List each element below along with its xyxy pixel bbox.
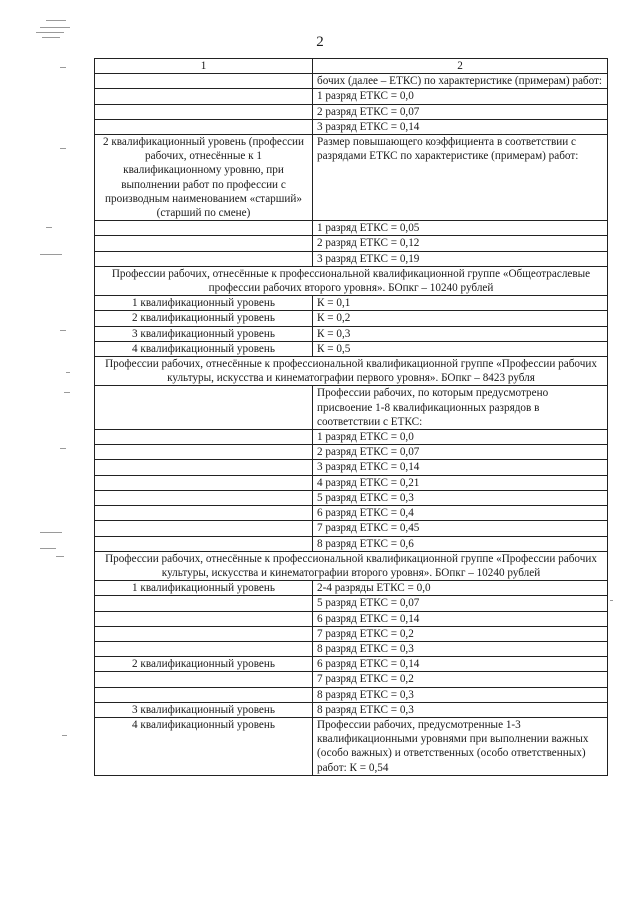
qualification-level-cell: 1 квалификационный уровень bbox=[95, 296, 313, 311]
qualification-level-cell bbox=[95, 445, 313, 460]
coefficient-cell: 6 разряд ЕТКС = 0,14 bbox=[313, 657, 608, 672]
table-row bbox=[95, 89, 608, 104]
table-row bbox=[95, 641, 608, 656]
coefficient-cell: 2-4 разряды ЕТКС = 0,0 bbox=[313, 581, 608, 596]
group-heading: Профессии рабочих, отнесённые к профессиональной квалификационной группе «Профессии рабочих культуры, искусства и кинематографии второго уровня». БОпкг – 10240 рублей bbox=[95, 551, 608, 580]
coefficient-cell: 2 разряд ЕТКС = 0,12 bbox=[313, 236, 608, 251]
coefficient-cell: К = 0,5 bbox=[313, 341, 608, 356]
qualification-level-cell: 2 квалификационный уровень (профессии рабочих, отнесённые к 1 квалификационному уровню, при выполнении работ по профессии с производным наименованием «старший» (старший по смене) bbox=[95, 135, 313, 221]
table-row bbox=[95, 341, 608, 356]
qualification-level-cell: 2 квалификационный уровень bbox=[95, 311, 313, 326]
table-row bbox=[95, 657, 608, 672]
qualification-level-cell: 1 квалификационный уровень bbox=[95, 581, 313, 596]
coefficient-cell: 7 разряд ЕТКС = 0,2 bbox=[313, 626, 608, 641]
table-row bbox=[95, 445, 608, 460]
coefficient-cell: 1 разряд ЕТКС = 0,0 bbox=[313, 89, 608, 104]
table-row bbox=[95, 236, 608, 251]
coefficient-cell: Размер повышающего коэффициента в соответствии с разрядами ЕТКС по характеристике (примерам) работ: bbox=[313, 135, 608, 221]
qualification-level-cell bbox=[95, 119, 313, 134]
qualification-level-cell: 2 квалификационный уровень bbox=[95, 657, 313, 672]
table-row bbox=[95, 506, 608, 521]
qualification-level-cell bbox=[95, 506, 313, 521]
coefficient-cell: К = 0,2 bbox=[313, 311, 608, 326]
qualification-level-cell bbox=[95, 74, 313, 89]
coefficient-cell: 5 разряд ЕТКС = 0,3 bbox=[313, 490, 608, 505]
table-row bbox=[95, 672, 608, 687]
coefficient-cell: 1 разряд ЕТКС = 0,0 bbox=[313, 430, 608, 445]
qualification-level-cell bbox=[95, 104, 313, 119]
coefficient-cell: К = 0,1 bbox=[313, 296, 608, 311]
coefficient-cell: 8 разряд ЕТКС = 0,3 bbox=[313, 702, 608, 717]
qualification-level-cell bbox=[95, 236, 313, 251]
coefficient-cell: 4 разряд ЕТКС = 0,21 bbox=[313, 475, 608, 490]
table-row bbox=[95, 296, 608, 311]
table-row bbox=[95, 581, 608, 596]
group-heading: Профессии рабочих, отнесённые к профессиональной квалификационной группе «Профессии рабочих культуры, искусства и кинематографии первого уровня». БОпкг – 8423 рубля bbox=[95, 357, 608, 386]
table-row bbox=[95, 74, 608, 89]
table-row bbox=[95, 386, 608, 430]
table-row bbox=[95, 626, 608, 641]
coefficients-table bbox=[94, 58, 608, 776]
coefficient-cell: 3 разряд ЕТКС = 0,19 bbox=[313, 251, 608, 266]
page-number: 2 bbox=[316, 34, 324, 50]
qualification-level-cell bbox=[95, 386, 313, 430]
qualification-level-cell bbox=[95, 430, 313, 445]
table-row bbox=[95, 687, 608, 702]
coefficient-cell: 6 разряд ЕТКС = 0,4 bbox=[313, 506, 608, 521]
table-row bbox=[95, 536, 608, 551]
table-row bbox=[95, 119, 608, 134]
qualification-level-cell: 4 квалификационный уровень bbox=[95, 717, 313, 775]
qualification-level-cell bbox=[95, 536, 313, 551]
qualification-level-cell: 3 квалификационный уровень bbox=[95, 702, 313, 717]
table-row bbox=[95, 326, 608, 341]
qualification-level-cell bbox=[95, 596, 313, 611]
table-row bbox=[95, 596, 608, 611]
table-row bbox=[95, 135, 608, 221]
coefficient-cell: К = 0,3 bbox=[313, 326, 608, 341]
header-col-2: 2 bbox=[313, 59, 608, 74]
table-row bbox=[95, 251, 608, 266]
coefficient-cell: бочих (далее – ЕТКС) по характеристике (примерам) работ: bbox=[313, 74, 608, 89]
qualification-level-cell bbox=[95, 672, 313, 687]
coefficient-cell: 5 разряд ЕТКС = 0,07 bbox=[313, 596, 608, 611]
table-row bbox=[95, 475, 608, 490]
scan-artifacts bbox=[0, 0, 100, 905]
group-heading-row bbox=[95, 357, 608, 386]
coefficient-cell: 7 разряд ЕТКС = 0,2 bbox=[313, 672, 608, 687]
table-row bbox=[95, 221, 608, 236]
table-row bbox=[95, 702, 608, 717]
qualification-level-cell bbox=[95, 251, 313, 266]
table-row bbox=[95, 521, 608, 536]
table-row bbox=[95, 460, 608, 475]
qualification-level-cell bbox=[95, 521, 313, 536]
coefficient-cell: 2 разряд ЕТКС = 0,07 bbox=[313, 104, 608, 119]
coefficient-cell: Профессии рабочих, предусмотренные 1-3 квалификационными уровнями при выполнении важных (особо важных) и ответственных (особо ответственных) работ: К = 0,54 bbox=[313, 717, 608, 775]
coefficient-cell: 3 разряд ЕТКС = 0,14 bbox=[313, 119, 608, 134]
table-row bbox=[95, 311, 608, 326]
qualification-level-cell bbox=[95, 475, 313, 490]
table-row bbox=[95, 430, 608, 445]
qualification-level-cell bbox=[95, 89, 313, 104]
qualification-level-cell bbox=[95, 687, 313, 702]
table-row bbox=[95, 490, 608, 505]
header-col-1: 1 bbox=[95, 59, 313, 74]
coefficient-cell: 7 разряд ЕТКС = 0,45 bbox=[313, 521, 608, 536]
table-row bbox=[95, 611, 608, 626]
qualification-level-cell bbox=[95, 611, 313, 626]
qualification-level-cell bbox=[95, 626, 313, 641]
table-header-row bbox=[95, 59, 608, 74]
coefficient-cell: 8 разряд ЕТКС = 0,3 bbox=[313, 687, 608, 702]
coefficient-cell: 8 разряд ЕТКС = 0,6 bbox=[313, 536, 608, 551]
qualification-level-cell: 3 квалификационный уровень bbox=[95, 326, 313, 341]
coefficient-cell: 1 разряд ЕТКС = 0,05 bbox=[313, 221, 608, 236]
group-heading-row bbox=[95, 551, 608, 580]
qualification-level-cell bbox=[95, 641, 313, 656]
table-row bbox=[95, 717, 608, 775]
group-heading-row bbox=[95, 266, 608, 295]
coefficient-cell: 3 разряд ЕТКС = 0,14 bbox=[313, 460, 608, 475]
coefficient-cell: 6 разряд ЕТКС = 0,14 bbox=[313, 611, 608, 626]
qualification-level-cell bbox=[95, 490, 313, 505]
coefficient-cell: 8 разряд ЕТКС = 0,3 bbox=[313, 641, 608, 656]
coefficient-cell: Профессии рабочих, по которым предусмотрено присвоение 1-8 квалификационных разрядов в соответствии с ЕТКС: bbox=[313, 386, 608, 430]
qualification-level-cell bbox=[95, 221, 313, 236]
group-heading: Профессии рабочих, отнесённые к профессиональной квалификационной группе «Общеотраслевые профессии рабочих второго уровня». БОпкг – 10240 рублей bbox=[95, 266, 608, 295]
coefficient-cell: 2 разряд ЕТКС = 0,07 bbox=[313, 445, 608, 460]
qualification-level-cell: 4 квалификационный уровень bbox=[95, 341, 313, 356]
qualification-level-cell bbox=[95, 460, 313, 475]
table-row bbox=[95, 104, 608, 119]
